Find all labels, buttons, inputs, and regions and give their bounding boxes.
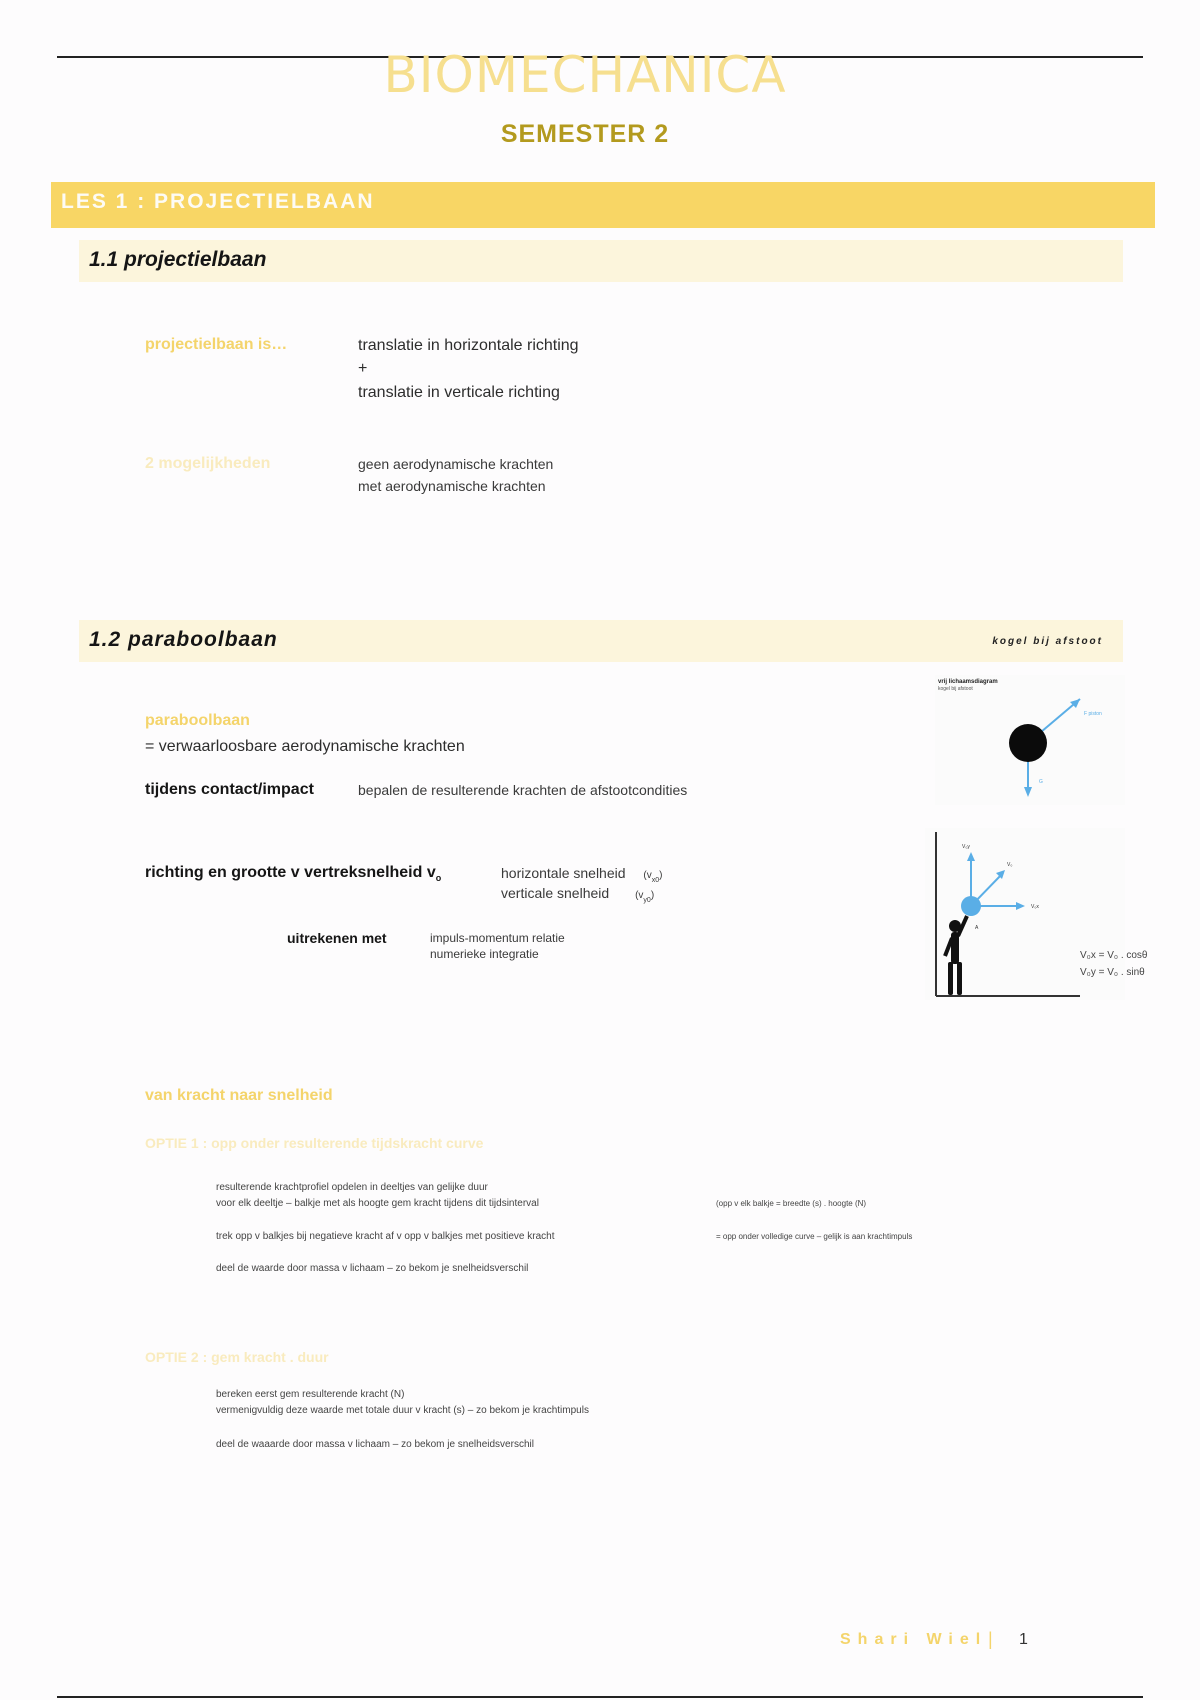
- paraboolbaan-definition: = verwaarloosbare aerodynamische krachten: [145, 738, 465, 755]
- definition-line-2: +: [358, 360, 368, 377]
- component-horizontal: horizontale snelheid $(v_{x0})$: [501, 865, 663, 884]
- force-to-speed-heading: van kracht naar snelheid: [145, 1087, 333, 1104]
- document-title: BIOMECHANICA: [383, 46, 787, 104]
- section-1-2-tag: kogel bij afstoot: [992, 636, 1103, 647]
- option-1-step-2: voor elk deeltje – balkje met als hoogte gem kracht tijdens dit tijdsinterval: [216, 1198, 539, 1209]
- section-1-1-title: 1.1 projectielbaan: [89, 248, 267, 271]
- vy-arrowhead: [967, 852, 975, 861]
- lesson-title: LES 1 : PROJECTIELBAAN: [61, 190, 375, 213]
- weight-arrowhead: [1024, 787, 1032, 797]
- option-2-step-3: deel de waaarde door massa v lichaam – zo bekom je snelheidsverschil: [216, 1439, 534, 1450]
- option-2-step-1: bereken eerst gem resulterende kracht (N): [216, 1389, 405, 1400]
- section-1-2-title: 1.2 paraboolbaan: [89, 628, 278, 651]
- formula-vy: V₀y = V₀ . sinθ: [1080, 967, 1145, 978]
- compute-method-1: impuls-momentum relatie: [430, 931, 565, 945]
- fbd-arrow-label: F piston: [1084, 711, 1102, 717]
- formula-vx: V₀x = V₀ . cosθ: [1080, 950, 1148, 961]
- fbd-subtitle: kogel bij afstoot: [938, 686, 973, 692]
- shot-put-ball: [1009, 724, 1047, 762]
- options-label: 2 mogelijkheden: [145, 455, 271, 472]
- section-1-1-header: [79, 240, 1123, 282]
- option-item-2: met aerodynamische krachten: [358, 478, 546, 494]
- option-1-step-1: resulterende krachtprofiel opdelen in deeltjes van gelijke duur: [216, 1182, 488, 1193]
- option-2-title: OPTIE 2 : gem kracht . duur: [145, 1349, 329, 1365]
- label-v0: V₀: [1007, 862, 1013, 868]
- paraboolbaan-term: paraboolbaan: [145, 712, 250, 729]
- contact-text: bepalen de resulterende krachten de afstootcondities: [358, 782, 688, 798]
- velocity-label: richting en grootte v vertreksnelheid $v_o$: [145, 864, 442, 884]
- option-1-note-2: = opp onder volledige curve – gelijk is aan krachtimpuls: [716, 1232, 913, 1241]
- option-1-note-1: (opp v elk balkje = breedte (s) . hoogte (N): [716, 1199, 867, 1208]
- definition-line-1: translatie in horizontale richting: [358, 337, 579, 354]
- contact-label: tijdens contact/impact: [145, 781, 314, 798]
- section-1-2-header: [79, 620, 1123, 662]
- definition-label: projectielbaan is…: [145, 336, 288, 353]
- definition-line-3: translatie in verticale richting: [358, 384, 560, 401]
- footer-separator: |: [988, 1629, 993, 1649]
- fbd-weight-label: G: [1039, 779, 1043, 785]
- option-2-step-2: vermenigvuldig deze waarde met totale duur v kracht (s) – zo bekom je krachtimpuls: [216, 1405, 589, 1416]
- fbd-title: vrij lichaamsdiagram: [938, 679, 998, 685]
- page-number: 1: [1019, 1631, 1028, 1648]
- footer-author: Shari Wiel: [840, 1631, 988, 1648]
- label-v0y: V₀y: [962, 844, 970, 850]
- thrower-silhouette: [945, 916, 967, 995]
- fbd-drawing: [935, 675, 1125, 805]
- component-vertical: verticale snelheid $(v_{y0})$: [501, 885, 655, 904]
- bottom-rule: [57, 1696, 1143, 1698]
- label-v0x: V₀x: [1031, 904, 1039, 910]
- label-a: A: [975, 925, 979, 931]
- option-1-step-4: deel de waarde door massa v lichaam – zo bekom je snelheidsverschil: [216, 1263, 529, 1274]
- compute-method-2: numerieke integratie: [430, 947, 539, 961]
- option-item-1: geen aerodynamische krachten: [358, 456, 554, 472]
- document-subtitle: SEMESTER 2: [500, 120, 670, 148]
- option-1-step-3: trek opp v balkjes bij negatieve kracht af v opp v balkjes met positieve kracht: [216, 1231, 555, 1242]
- lesson-banner: [51, 182, 1155, 228]
- compute-label: uitrekenen met: [287, 930, 387, 946]
- free-body-diagram: [935, 675, 1125, 805]
- shot-put-ball-blue: [961, 896, 981, 916]
- vx-arrowhead: [1016, 902, 1025, 910]
- option-1-title: OPTIE 1 : opp onder resulterende tijdskracht curve: [145, 1135, 484, 1151]
